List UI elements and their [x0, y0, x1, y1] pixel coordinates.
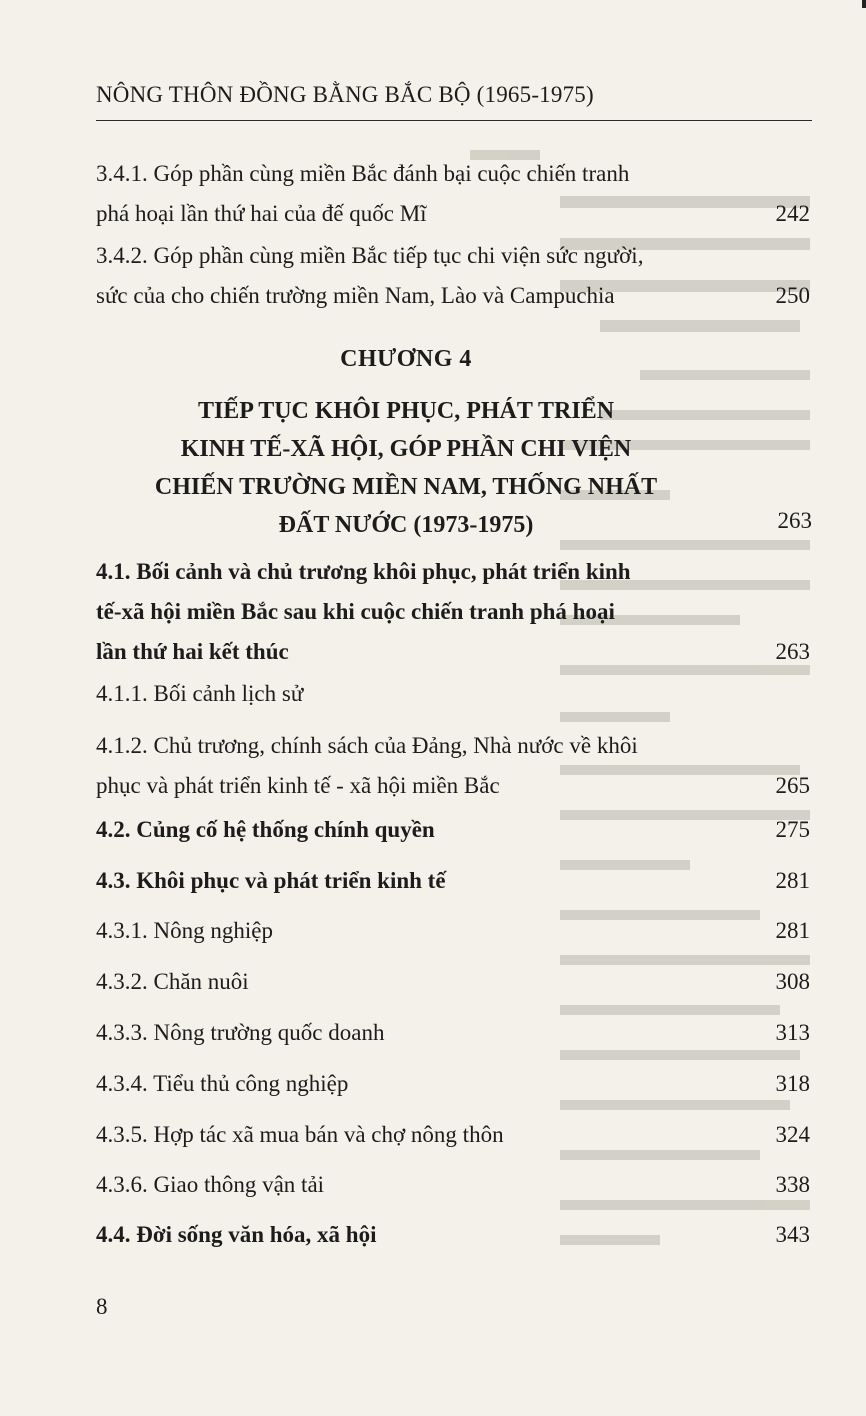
toc-page-number: 275 — [775, 817, 810, 842]
toc-entry — [96, 236, 816, 316]
toc-entry-4-3 — [96, 861, 816, 901]
chapter-title-line: ĐẤT NƯỚC (1973-1975) — [278, 512, 534, 538]
toc-page-number: 308 — [775, 969, 810, 994]
toc-entry-text: sức của cho chiến trường miền Nam, Lào và Campuchia — [96, 283, 615, 308]
toc-entry-4-4 — [96, 1215, 816, 1255]
toc-entry-text: 4.4. Đời sống văn hóa, xã hội — [96, 1222, 377, 1247]
chapter-title-line: TIẾP TỤC KHÔI PHỤC, PHÁT TRIỂN — [197, 398, 615, 424]
toc-entry-text: 4.3.4. Tiểu thủ công nghiệp — [96, 1071, 349, 1096]
chapter-title-line: KINH TẾ-XÃ HỘI, GÓP PHẦN CHI VIỆN — [180, 436, 632, 462]
toc-entry-4-1-2 — [96, 726, 816, 806]
toc-entry-text: lần thứ hai kết thúc — [96, 639, 289, 664]
toc-entry-text: 3.4.2. Góp phần cùng miền Bắc tiếp tục chi viện sức người, — [96, 243, 644, 268]
toc-page-number: 263 — [775, 639, 810, 664]
toc-page-number: 313 — [775, 1020, 810, 1045]
chapter-title-line: CHIẾN TRƯỜNG MIỀN NAM, THỐNG NHẤT — [154, 474, 658, 500]
page-number: 8 — [96, 1294, 108, 1319]
toc-entry-text: phá hoại lần thứ hai của đế quốc Mĩ — [96, 201, 427, 226]
toc-page-number: 324 — [775, 1122, 810, 1147]
toc-page-number: 250 — [775, 283, 810, 308]
header-rule — [96, 120, 812, 121]
toc-page-number: 338 — [775, 1172, 810, 1197]
toc-entry-text: 4.3.5. Hợp tác xã mua bán và chợ nông thôn — [96, 1122, 504, 1147]
toc-entry-text: 4.1.1. Bối cảnh lịch sử — [96, 681, 304, 706]
toc-entry-text: 4.3.3. Nông trường quốc doanh — [96, 1020, 385, 1045]
running-header: NÔNG THÔN ĐỒNG BẰNG BẮC BỘ (1965-1975) — [96, 82, 594, 107]
chapter-title — [96, 392, 716, 544]
toc-page-number: 242 — [775, 201, 810, 226]
toc-entry-4-3-4 — [96, 1064, 816, 1104]
toc-entry-text: tế-xã hội miền Bắc sau khi cuộc chiến tranh phá hoại — [96, 599, 615, 624]
toc-entry-text: 4.3.2. Chăn nuôi — [96, 969, 249, 994]
toc-entry-4-1 — [96, 552, 816, 672]
toc-entry-text: 4.1.2. Chủ trương, chính sách của Đảng, Nhà nước về khôi — [96, 733, 638, 758]
chapter-label: CHƯƠNG 4 — [340, 346, 472, 372]
toc-entry-text: 4.3.1. Nông nghiệp — [96, 918, 273, 943]
toc-entry-4-3-5 — [96, 1115, 816, 1155]
toc-page-number: 281 — [775, 918, 810, 943]
toc-entry-text: 4.2. Củng cố hệ thống chính quyền — [96, 817, 435, 842]
toc-entry-text: 4.3.6. Giao thông vận tải — [96, 1172, 325, 1197]
toc-entry-text: phục và phát triển kinh tế - xã hội miền Bắc — [96, 773, 500, 798]
toc-page-number: 265 — [775, 773, 810, 798]
toc-page-number: 318 — [775, 1071, 810, 1096]
toc-entry-text: 3.4.1. Góp phần cùng miền Bắc đánh bại cuộc chiến tranh — [96, 161, 630, 186]
toc-entry-4-1-1 — [96, 674, 816, 714]
toc-entry — [96, 154, 816, 234]
toc-entry-4-3-1 — [96, 911, 816, 951]
edge-mark — [862, 0, 866, 8]
toc-entry-text: 4.1. Bối cảnh và chủ trương khôi phục, phát triển kinh — [96, 559, 631, 584]
toc-entry-4-3-3 — [96, 1013, 816, 1053]
toc-entry-4-3-6 — [96, 1165, 816, 1205]
toc-page-number: 343 — [775, 1222, 810, 1247]
toc-page-number: 281 — [775, 868, 810, 893]
chapter-page-number: 263 — [777, 508, 812, 533]
toc-entry-text: 4.3. Khôi phục và phát triển kinh tế — [96, 868, 446, 893]
toc-entry-4-2 — [96, 810, 816, 850]
toc-entry-4-3-2 — [96, 962, 816, 1002]
